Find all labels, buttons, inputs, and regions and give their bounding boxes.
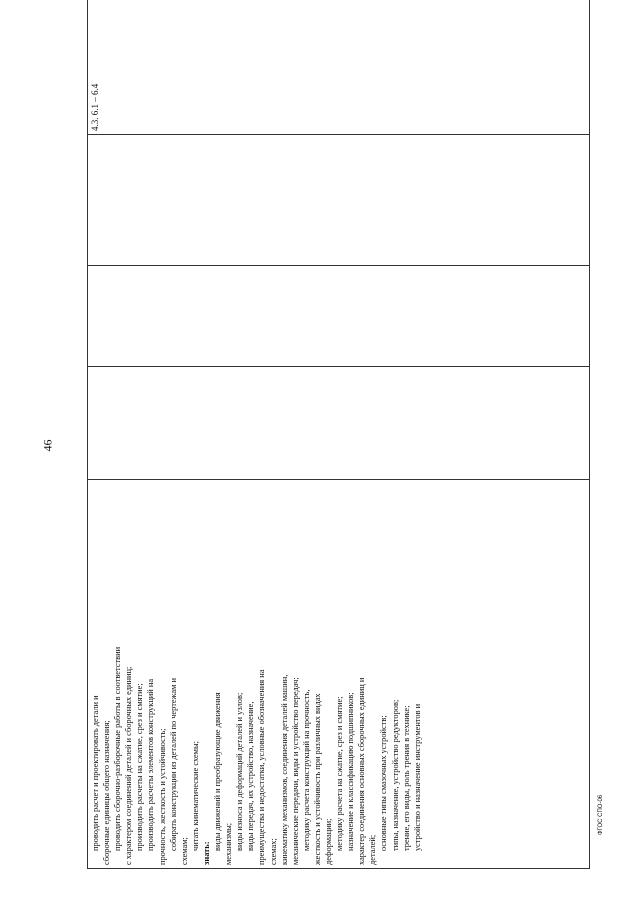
skills-knowledge-list bbox=[90, 483, 423, 865]
text-line: назначение и классификацию подшипников; bbox=[346, 692, 356, 851]
text-line: основные типы смазочных устройств; bbox=[379, 715, 389, 851]
text-line: сборочные единицы общего назначения; bbox=[102, 720, 112, 865]
text-line: типы, назначение, устройство редукторов; bbox=[390, 699, 400, 851]
text-line: схемам; bbox=[179, 837, 189, 865]
curriculum-table-rotated bbox=[87, 19, 590, 869]
text-line: схемах; bbox=[268, 838, 278, 865]
text-line: характер соединения основных сборочных единиц и bbox=[357, 677, 367, 865]
text-line: прочность, жесткость и устойчивость; bbox=[157, 728, 167, 865]
text-line: механизмы; bbox=[224, 822, 234, 865]
competences-cell: 4.3. 6.1 – 6.4 bbox=[88, 0, 590, 135]
text-line: собирать конструкции из деталей по чертежам и bbox=[168, 678, 178, 851]
empty-cell-discipline bbox=[88, 135, 590, 266]
text-line: деформации; bbox=[323, 818, 333, 865]
text-line: производить расчеты элементов конструкций на bbox=[146, 678, 156, 851]
table-row bbox=[88, 0, 590, 869]
text-line: проводить расчет и проектировать детали и bbox=[91, 695, 100, 851]
footer-standard-code: ФГОС СПО-06 bbox=[598, 794, 604, 835]
section-heading: знать: bbox=[201, 841, 211, 865]
text-line: кинематику механизмов, соединения деталей машин, bbox=[279, 674, 289, 865]
text-line: виды движений и преобразующие движения bbox=[213, 692, 223, 851]
text-line: устройство и назначение инструментов и bbox=[412, 703, 422, 851]
text-line: методику расчета конструкций на прочность, bbox=[301, 689, 311, 851]
text-line: виды износа и деформаций деталей и узлов; bbox=[235, 692, 245, 851]
text-line: методику расчета на сжатие, срез и смятие; bbox=[335, 696, 345, 851]
curriculum-table bbox=[87, 0, 590, 869]
empty-cell-hours-class bbox=[88, 266, 590, 367]
text-line: деталей; bbox=[368, 834, 378, 865]
text-line: читать кинематические схемы; bbox=[190, 741, 200, 851]
text-line: проводить сборочно-разборочные работы в соответствии bbox=[113, 646, 123, 851]
text-line: преимущества и недостатки, условные обозначения на bbox=[257, 669, 267, 865]
empty-cell-hours-max bbox=[88, 367, 590, 480]
text-line: виды передач, их устройство, назначение, bbox=[246, 701, 256, 851]
page-number: 46 bbox=[40, 439, 55, 452]
text-line: с характером соединений деталей и сборочных единиц; bbox=[124, 666, 134, 865]
text-line: производить расчеты на сжатие, срез и смятие; bbox=[135, 683, 145, 851]
text-line: жесткость и устойчивость при различных видах bbox=[312, 693, 322, 865]
text-line: трение, его виды, роль трения в технике; bbox=[401, 705, 411, 851]
text-line: механические передачи, виды и устройство передач; bbox=[290, 677, 300, 865]
skills-knowledge-cell bbox=[88, 480, 590, 869]
